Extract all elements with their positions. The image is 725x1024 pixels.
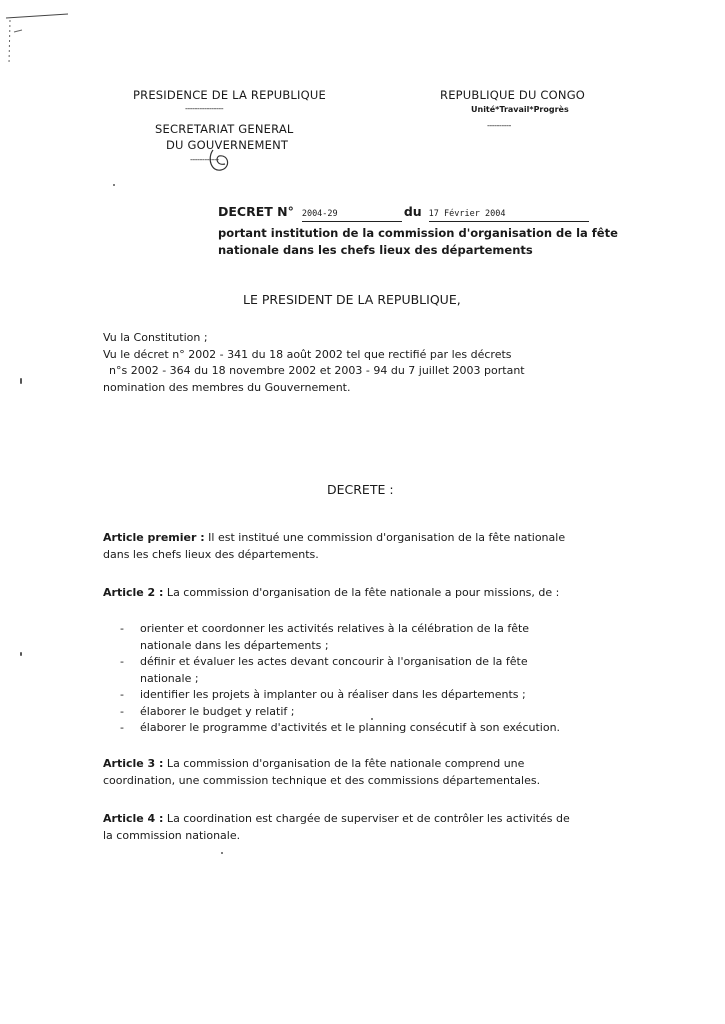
article-text: Il est institué une commission d'organisation de la fête nationale bbox=[204, 531, 566, 544]
decree-header bbox=[218, 204, 618, 259]
president-heading: LE PRESIDENT DE LA REPUBLIQUE, bbox=[243, 292, 461, 307]
decree-subject-line1: portant institution de la commission d'organisation de la fête bbox=[218, 226, 618, 240]
secretariat-title: SECRETARIAT GENERAL bbox=[155, 122, 294, 136]
article-4 bbox=[103, 811, 628, 844]
article-label: Article 3 : bbox=[103, 757, 164, 770]
article-text: La commission d'organisation de la fête nationale a pour missions, de : bbox=[163, 586, 560, 599]
scan-speck bbox=[221, 852, 223, 854]
article-text: coordination, une commission technique et des commissions départementales. bbox=[103, 773, 541, 787]
article-label: Article 2 : bbox=[103, 586, 164, 599]
article-text: La commission d'organisation de la fête nationale comprend une bbox=[163, 757, 525, 770]
separator-dashes: ---------------- bbox=[185, 104, 224, 113]
list-item: - définir et évaluer les actes devant concourir à l'organisation de la fête nationale ; bbox=[116, 654, 626, 687]
decree-label: DECRET N° bbox=[218, 204, 294, 219]
decree-number: 2004-29 bbox=[302, 209, 402, 222]
decree-subject-line2: nationale dans les chefs lieux des départements bbox=[218, 243, 533, 257]
preamble-line: n°s 2002 - 364 du 18 novembre 2002 et 2003 - 94 du 7 juillet 2003 portant bbox=[109, 364, 525, 377]
separator-dashes: ------------ bbox=[190, 155, 219, 164]
list-item: - élaborer le programme d'activités et le planning consécutif à son exécution. bbox=[116, 720, 626, 737]
gouvernement-title: DU GOUVERNEMENT bbox=[166, 138, 289, 152]
presidence-title: PRESIDENCE DE LA REPUBLIQUE bbox=[133, 88, 326, 102]
preamble-line: nomination des membres du Gouvernement. bbox=[103, 380, 351, 394]
article-text: La coordination est chargée de superviser et de contrôler les activités de bbox=[163, 812, 570, 825]
list-item: - identifier les projets à implanter ou à réaliser dans les départements ; bbox=[116, 687, 626, 704]
scan-speck bbox=[20, 378, 22, 384]
separator-dashes: ---------- bbox=[487, 121, 511, 130]
decrete-heading: DECRETE : bbox=[327, 482, 394, 497]
article-label: Article premier : bbox=[103, 531, 205, 544]
article-3 bbox=[103, 756, 628, 789]
missions-list bbox=[116, 621, 626, 737]
list-item: - élaborer le budget y relatif ; bbox=[116, 704, 626, 721]
scan-speck bbox=[20, 652, 22, 656]
scan-speck bbox=[113, 184, 115, 186]
list-item: - orienter et coordonner les activités relatives à la célébration de la fête nationale dans les départements ; bbox=[116, 621, 626, 654]
decree-date: 17 Février 2004 bbox=[429, 209, 589, 222]
article-label: Article 4 : bbox=[103, 812, 164, 825]
national-motto: Unité*Travail*Progrès bbox=[471, 105, 569, 114]
article-text: dans les chefs lieux des départements. bbox=[103, 547, 319, 561]
article-1 bbox=[103, 530, 628, 563]
article-text: la commission nationale. bbox=[103, 828, 241, 842]
preamble bbox=[103, 330, 623, 396]
preamble-line: Vu le décret n° 2002 - 341 du 18 août 2002 tel que rectifié par les décrets bbox=[103, 347, 512, 361]
decree-du: du bbox=[403, 204, 422, 219]
republique-title: REPUBLIQUE DU CONGO bbox=[440, 88, 586, 102]
article-2 bbox=[103, 585, 628, 602]
preamble-line: Vu la Constitution ; bbox=[103, 331, 208, 344]
